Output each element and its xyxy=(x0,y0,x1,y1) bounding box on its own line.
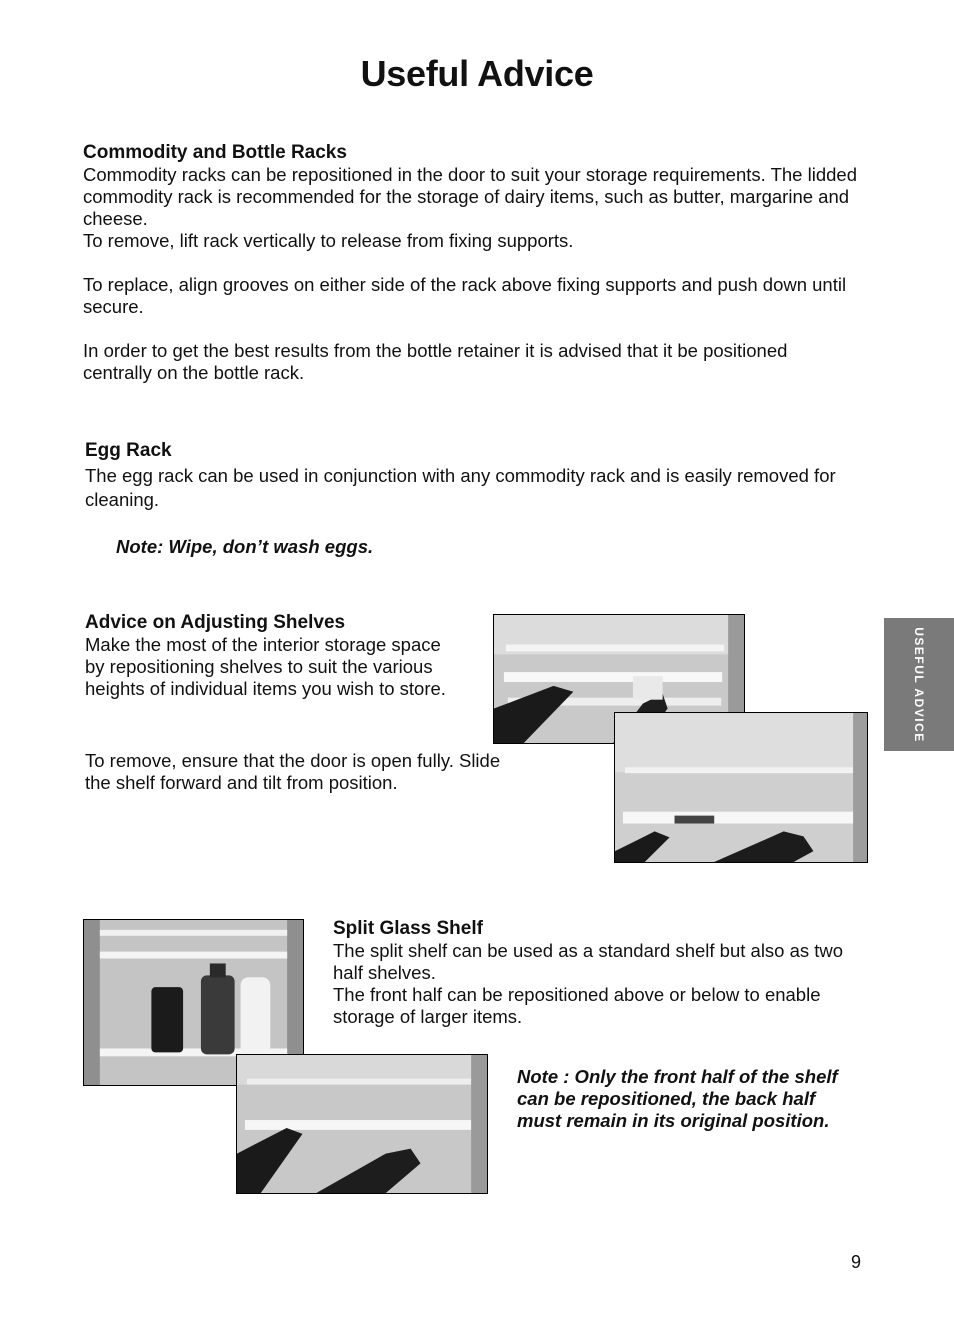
section-side-tab xyxy=(884,618,954,751)
split-paragraph-1: The split shelf can be used as a standard shelf but also as two half shelves. xyxy=(333,940,844,983)
shelves-paragraph-2: To remove, ensure that the door is open fully. Slide the shelf forward and tilt from position. xyxy=(85,750,501,793)
commodity-section xyxy=(83,142,858,384)
split-paragraph-2: The front half can be repositioned above or below to enable storage of larger items. xyxy=(333,984,821,1027)
commodity-paragraph-1: Commodity racks can be repositioned in the door to suit your storage requirements. The lidded commodity rack is recommended for the storage of dairy items, such as butter, margarine and cheese. xyxy=(83,164,857,229)
split-section xyxy=(333,918,855,1028)
commodity-paragraph-2: To remove, lift rack vertically to release from fixing supports. xyxy=(83,230,574,251)
split-heading: Split Glass Shelf xyxy=(333,918,483,939)
page-title: Useful Advice xyxy=(360,53,594,94)
egg-heading: Egg Rack xyxy=(85,440,172,461)
split-shelf-reposition-photo xyxy=(236,1054,488,1194)
egg-note: Note: Wipe, don’t wash eggs. xyxy=(116,536,374,557)
side-tab-label: USEFUL ADVICE xyxy=(912,626,926,743)
page-number: 9 xyxy=(851,1252,862,1272)
commodity-heading: Commodity and Bottle Racks xyxy=(83,142,347,163)
split-note: Note : Only the front half of the shelf can be repositioned, the back half must remain in its original position. xyxy=(517,1066,838,1131)
shelves-heading: Advice on Adjusting Shelves xyxy=(85,612,346,633)
shelves-section xyxy=(85,612,465,700)
egg-paragraph: The egg rack can be used in conjunction with any commodity rack and is easily removed for cleaning. xyxy=(85,465,836,510)
shelves-paragraph-1: Make the most of the interior storage space by repositioning shelves to suit the various heights of individual items you wish to store. xyxy=(85,634,446,699)
egg-section xyxy=(85,440,845,558)
commodity-paragraph-3: To replace, align grooves on either side of the rack above fixing supports and push down until secure. xyxy=(83,274,847,317)
commodity-paragraph-4: In order to get the best results from the bottle retainer it is advised that it be positioned centrally on the bottle rack. xyxy=(83,340,788,383)
shelf-removal-photo-2 xyxy=(614,712,868,863)
